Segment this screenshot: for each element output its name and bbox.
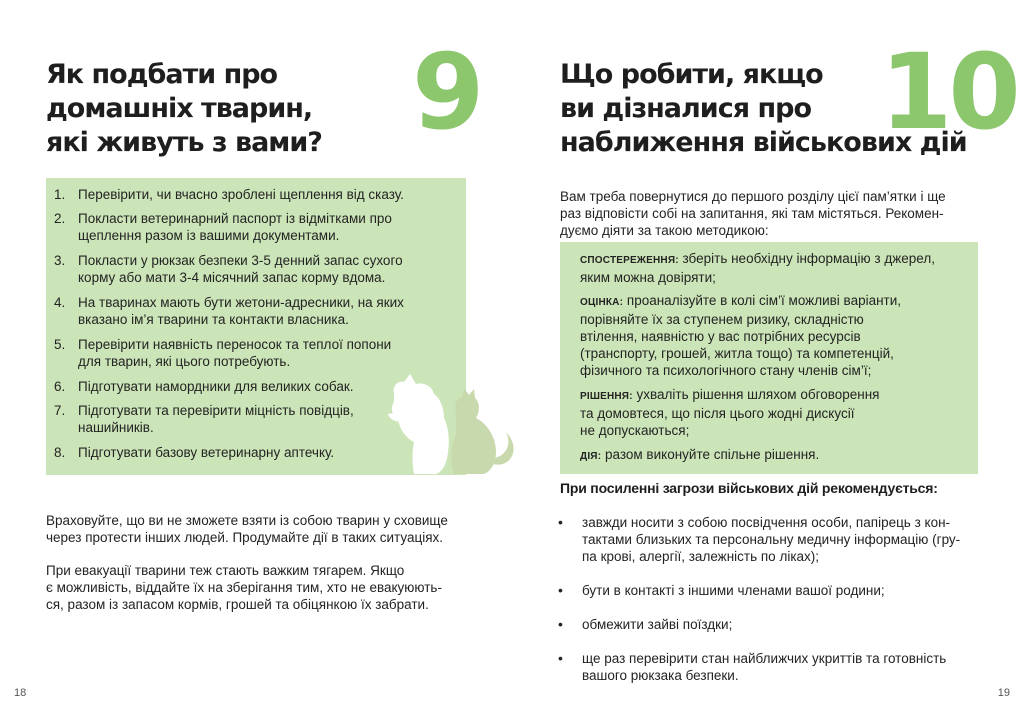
section-9-title: Як подбати про домашніх тварин, які живуть з вами?: [46, 59, 322, 158]
method-intro-paragraph: Вам треба повернутися до першого розділу цієї пам’ятки і ще раз відповісти собі на запитання, які там містяться. Рекомен- дуємо діяти за такою методикою:: [560, 189, 946, 238]
method-step-observation: СПОСТЕРЕЖЕННЯ: зберіть необхідну інформацію з джерел, яким можна довіряти;: [580, 251, 935, 285]
section-9-number: 9: [412, 31, 485, 153]
shelter-warning-paragraph: Враховуйте, що ви не зможете взяти із собою тварин у сховище через протести інших людей. Продумайте дії в таких ситуаціях.: [46, 513, 448, 545]
page-number-18: 18: [14, 687, 27, 699]
section-10-title: Що робити, якщо ви дізналися про наближення військових дій: [560, 59, 967, 158]
method-step-assessment: ОЦІНКА: проаналізуйте в колі сім’ї можливі варіанти, порівняйте їх за ступенем ризику, складністю втілення, наявністю у вас потрібних ресурсів (транспорту, грошей, житла тощо) та компетенцій, фізичного та психологічного стану членів сім’ї;: [580, 293, 902, 378]
method-step-decision: РІШЕННЯ: ухваліть рішення шляхом обговорення та домовтеся, що після цього жодні дискусії не допускаються;: [580, 387, 880, 438]
pet-care-steps-box: 1. Перевірити, чи вчасно зроблені щеплення від сказу. 2. Покласти ветеринарний паспорт із відмітками про щеплення разом із вашими документами. 3. Покласти у рюкзак безпеки 3-5 денний запас сухого корму або мати 3-4 місячний запас корму вдома. 4. На тваринах мають бути жетони-адресники, на яких вказано ім’я тварини та контакти власника. 5. Перевірити наявність переносок та теплої попони для тварин, які цього потребують. 6. Підготувати намордники для великих собак. 7. Підготувати та перевірити міцність повідців, нашийників. 8. Підготувати базову ветеринарну аптечку.: [46, 178, 466, 475]
page-19: Що робити, якщо ви дізналися про наближення військових дій 10 Вам треба повернутися до першого розділу цієї пам’ятки і ще раз відповісти собі на запитання, які там містяться. Рекомен- дуємо діяти за такою методикою: СПОСТЕРЕЖЕННЯ: зберіть необхідну інформацію з джерел, яким можна довіряти; ОЦІНКА: проаналізуйте в колі сім’ї можливі варіанти, порівняйте їх за ступенем ризику, складністю втілення, наявністю у вас потрібних ресурсів (транспорту, грошей, житла тощо) та компетенцій, фізичного та психологічного стану членів сім’ї; РІШЕННЯ: ухваліть рішення шляхом обговорення та домовтеся, що після цього жодні дискусії не допускаються; ДІЯ: разом виконуйте спільне рішення. При посиленні загрози військових дій рекомендується: • завжди носити з собою посвідчення особи, папірець з кон- тактами близьких та персональну медичну інформацію (гру- па крові, алергії, залежність по ліках); • бути в контакті з іншими членами вашої родини; • обмежити зайві поїздки; • ще раз перевірити стан найближчих укриттів та готовність вашого рюкзака безпеки. 19: [558, 31, 1017, 699]
recommendations-heading: При посиленні загрози військових дій рекомендується:: [560, 480, 938, 496]
evacuation-paragraph: При евакуації тварини теж стають важким тягарем. Якщо є можливість, віддайте їх на зберігання тим, хто не евакуюють- ся, разом із запасом кормів, грошей та обіцянкою їх забрати.: [46, 563, 442, 612]
method-step-action: ДІЯ: разом виконуйте спільне рішення.: [580, 447, 820, 462]
section-10-number: 10: [880, 31, 1017, 153]
method-steps-box: [560, 242, 978, 474]
page-number-19: 19: [997, 687, 1010, 699]
